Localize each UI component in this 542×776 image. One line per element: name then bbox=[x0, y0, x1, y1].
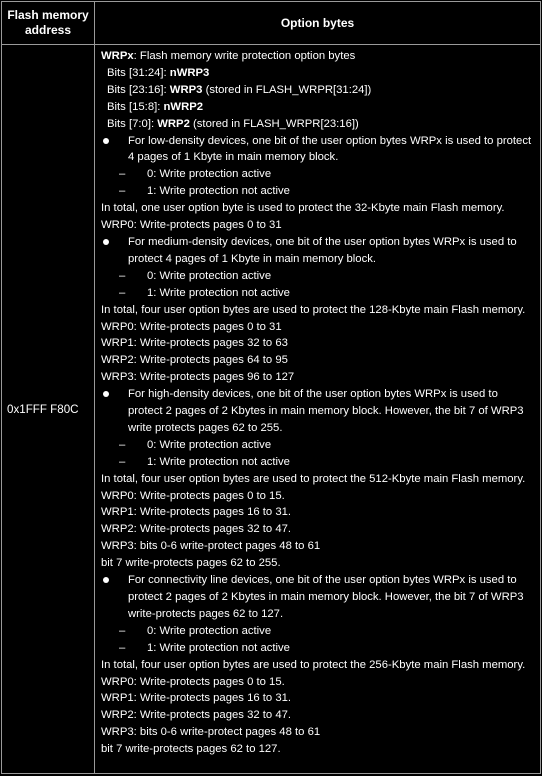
bits-field: WRP2 bbox=[157, 117, 190, 130]
bits-field: nWRP3 bbox=[169, 66, 210, 79]
wrp-line: bit 7 write-protects pages 62 to 255. bbox=[101, 557, 281, 570]
bullet-text: For high-density devices, one bit of the user option bytes WRPx is used to protect 2 pages of 2 Kbytes in main memory block. However, the bit 7 of WRP3 write protects pages 62 to 255. bbox=[128, 388, 524, 434]
bits-field: WRP3 bbox=[169, 83, 203, 96]
bullet-connectivity-line bbox=[101, 572, 534, 623]
wrp-line: WRP0: Write-protects pages 0 to 31 bbox=[101, 219, 282, 232]
bits-range: Bits [31:24]: bbox=[107, 66, 170, 79]
wrp-line: WRP0: Write-protects pages 0 to 15. bbox=[101, 489, 285, 502]
dash-icon: – bbox=[119, 168, 126, 181]
bullet-text: For low-density devices, one bit of the user option bytes WRPx is used to protect 4 pages of 1 Kbyte in main memory block. bbox=[128, 134, 532, 164]
total-text: In total, four user option bytes are used to protect the 256-Kbyte main Flash memory. bbox=[101, 658, 526, 671]
bits-field: nWRP2 bbox=[163, 100, 204, 113]
option-bytes-table bbox=[1, 1, 541, 774]
dash-icon: – bbox=[119, 624, 126, 637]
dash-icon: – bbox=[119, 455, 126, 468]
option-text: 1: Write protection not active bbox=[147, 286, 290, 299]
bits-note: (stored in FLASH_WRPR[31:24]) bbox=[202, 83, 372, 96]
wrpx-intro bbox=[101, 48, 534, 65]
option-text: 1: Write protection not active bbox=[147, 641, 290, 654]
option-active bbox=[101, 437, 534, 454]
dash-icon: – bbox=[119, 438, 126, 451]
option-not-active bbox=[101, 454, 534, 471]
bullet-low-density bbox=[101, 133, 534, 167]
wrp-line: WRP2: Write-protects pages 32 to 47. bbox=[101, 709, 292, 722]
bullet-icon bbox=[101, 386, 128, 437]
wrp-line: WRP0: Write-protects pages 0 to 15. bbox=[101, 675, 285, 688]
option-active bbox=[101, 623, 534, 640]
bits-range: Bits [23:16]: bbox=[107, 83, 170, 96]
bits-range: Bits [15:8]: bbox=[107, 100, 164, 113]
option-active bbox=[101, 268, 534, 285]
total-text: In total, four user option bytes are used to protect the 128-Kbyte main Flash memory. bbox=[101, 303, 526, 316]
bits-line bbox=[101, 65, 534, 82]
wrp-line: WRP3: bits 0-6 write-protect pages 48 to 61 bbox=[101, 540, 321, 553]
total-text: In total, four user option bytes are used to protect the 512-Kbyte main Flash memory. bbox=[101, 472, 526, 485]
option-text: 0: Write protection active bbox=[147, 269, 272, 282]
option-text: 0: Write protection active bbox=[147, 168, 272, 181]
option-bytes-cell bbox=[95, 45, 540, 773]
wrp-line: WRP1: Write-protects pages 32 to 63 bbox=[101, 337, 288, 350]
bits-line bbox=[101, 82, 534, 99]
option-not-active bbox=[101, 640, 534, 657]
wrp-line: WRP2: Write-protects pages 32 to 47. bbox=[101, 523, 292, 536]
wrp-line: WRP3: Write-protects pages 96 to 127 bbox=[101, 371, 295, 384]
bits-line bbox=[101, 99, 534, 116]
table-header bbox=[2, 2, 540, 45]
total-text: In total, one user option byte is used to protect the 32-Kbyte main Flash memory. bbox=[101, 202, 505, 215]
wrp-line: WRP1: Write-protects pages 16 to 31. bbox=[101, 506, 292, 519]
address-cell: 0x1FFF F80C bbox=[2, 45, 95, 773]
bullet-high-density bbox=[101, 386, 534, 437]
option-active bbox=[101, 166, 534, 183]
option-not-active bbox=[101, 285, 534, 302]
dash-icon: – bbox=[119, 185, 126, 198]
header-flash-address bbox=[2, 2, 95, 44]
header-address-line2: address bbox=[24, 23, 72, 37]
option-text: 1: Write protection not active bbox=[147, 185, 290, 198]
wrp-line: WRP1: Write-protects pages 16 to 31. bbox=[101, 692, 292, 705]
bullet-icon bbox=[101, 572, 128, 623]
option-text: 0: Write protection active bbox=[147, 438, 272, 451]
wrpx-name: WRPx bbox=[101, 50, 134, 62]
wrp-line: WRP0: Write-protects pages 0 to 31 bbox=[101, 320, 282, 333]
bullet-icon bbox=[101, 133, 128, 167]
bits-line bbox=[101, 116, 534, 133]
option-not-active bbox=[101, 183, 534, 200]
bits-note: (stored in FLASH_WRPR[23:16]) bbox=[189, 117, 359, 130]
wrp-line: WRP3: bits 0-6 write-protect pages 48 to 61 bbox=[101, 726, 321, 739]
bullet-text: For connectivity line devices, one bit of the user option bytes WRPx is used to protect 2 pages of 2 Kbytes in main memory block. However, the bit 7 of WRP3 write-protects pages 62 to 127. bbox=[128, 574, 524, 620]
bits-range: Bits [7:0]: bbox=[107, 117, 158, 130]
option-text: 1: Write protection not active bbox=[147, 455, 290, 468]
header-address-line1: Flash memory bbox=[7, 8, 89, 22]
wrpx-desc: : Flash memory write protection option bytes bbox=[133, 50, 356, 62]
bullet-text: For medium-density devices, one bit of the user option bytes WRPx is used to protect 4 pages of 1 Kbyte in main memory block. bbox=[128, 235, 517, 265]
table-row bbox=[2, 45, 540, 773]
wrp-line: WRP2: Write-protects pages 64 to 95 bbox=[101, 354, 288, 367]
dash-icon: – bbox=[119, 286, 126, 299]
bullet-icon bbox=[101, 234, 128, 268]
dash-icon: – bbox=[119, 269, 126, 282]
wrp-line: bit 7 write-protects pages 62 to 127. bbox=[101, 743, 281, 756]
header-option-bytes: Option bytes bbox=[280, 16, 355, 30]
option-text: 0: Write protection active bbox=[147, 624, 272, 637]
dash-icon: – bbox=[119, 641, 126, 654]
bullet-medium-density bbox=[101, 234, 534, 268]
